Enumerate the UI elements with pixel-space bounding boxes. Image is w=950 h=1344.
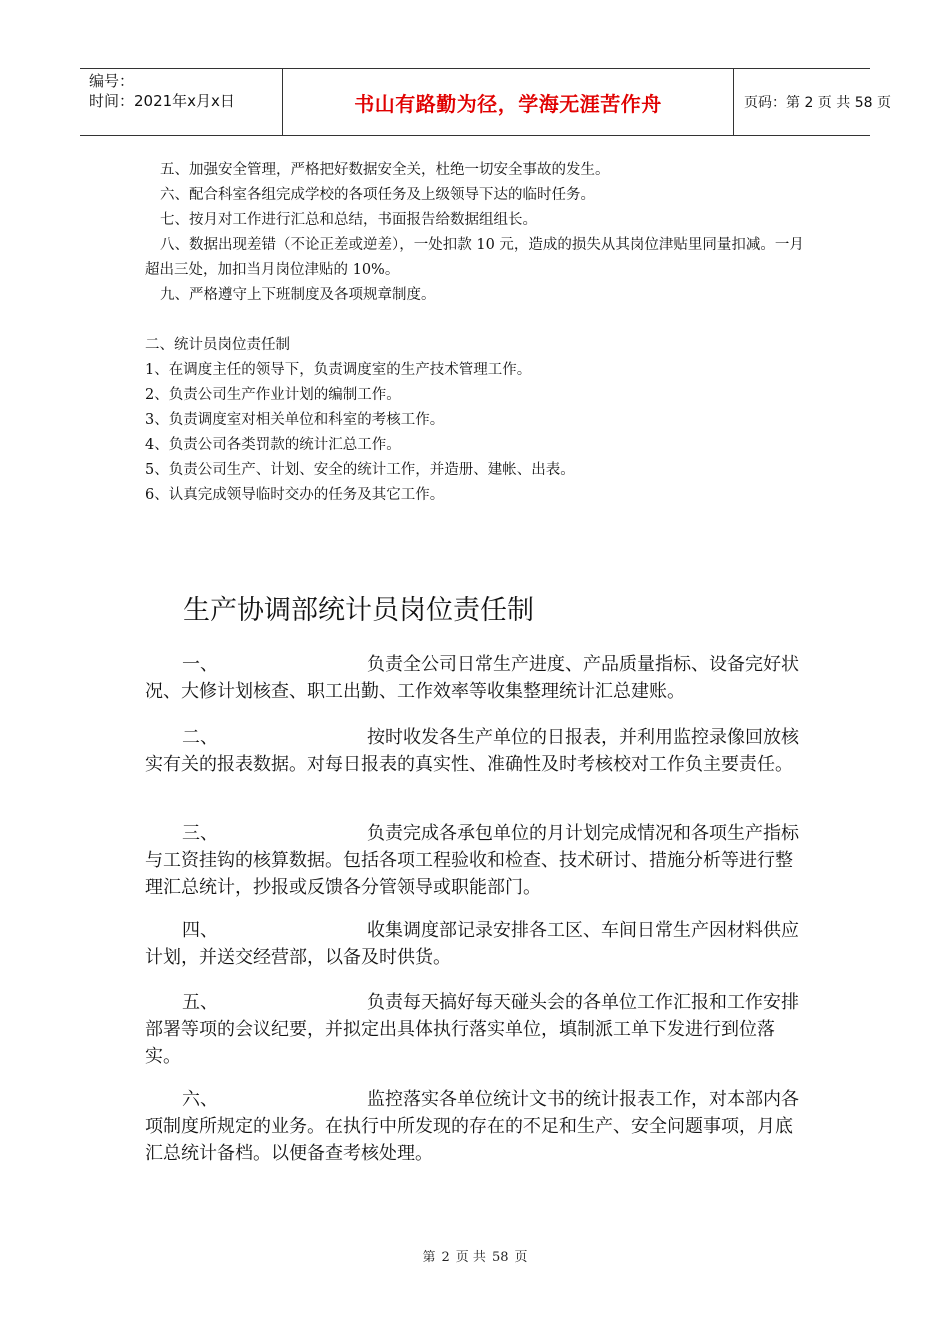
footer-prefix: 第 [422, 1250, 436, 1265]
duty-item [145, 989, 807, 1070]
duty-text: 负责全公司日常生产进度、产品质量指标、设备完好状况、大修计划核查、职工出勤、工作效率等收集整理统计汇总建账。 [145, 654, 799, 702]
duty-item [145, 820, 807, 901]
list-item: 八、数据出现差错（不论正差或逆差），一处扣款 10 元，造成的损失从其岗位津贴里同量扣减。一月超出三处，加扣当月岗位津贴的 10%。 [145, 237, 804, 278]
duty-text: 按时收发各生产单位的日报表，并利用监控录像回放核实有关的报表数据。对每日报表的真实性、准确性及时考核校对工作负主要责任。 [145, 727, 799, 775]
duty-text: 收集调度部记录安排各工区、车间日常生产因材料供应计划，并送交经营部，以备及时供货。 [145, 920, 799, 968]
duty-number: 二、 [182, 727, 218, 748]
footer-suffix: 页 [514, 1250, 528, 1265]
list-item: 3、负责调度室对相关单位和科室的考核工作。 [145, 412, 445, 428]
duty-item [145, 1086, 807, 1167]
section-heading: 二、统计员岗位责任制 [145, 337, 290, 353]
list-item: 九、严格遵守上下班制度及各项规章制度。 [160, 287, 436, 303]
duty-item [145, 651, 807, 705]
document-title: 生产协调部统计员岗位责任制 [183, 595, 534, 626]
duty-text: 负责每天搞好每天碰头会的各单位工作汇报和工作安排部署等项的会议纪要，并拟定出具体执行落实单位，填制派工单下发进行到位落实。 [145, 992, 799, 1067]
list-item: 五、加强安全管理，严格把好数据安全关，杜绝一切安全事故的发生。 [160, 162, 610, 178]
duty-number: 五、 [182, 992, 218, 1013]
footer-page-number: 2 [441, 1250, 450, 1265]
list-item: 六、配合科室各组完成学校的各项任务及上级领导下达的临时任务。 [160, 187, 595, 203]
duty-number: 六、 [182, 1089, 218, 1110]
list-item: 6、认真完成领导临时交办的任务及其它工作。 [145, 487, 445, 503]
duty-item [145, 917, 807, 971]
header-info-cell [80, 69, 282, 135]
section-statistician-duties [145, 333, 815, 508]
page-header [80, 68, 891, 136]
date-label: 时间：2021年x月x日 [89, 92, 235, 110]
duty-text: 监控落实各单位统计文书的统计报表工作，对本部内各项制度所规定的业务。在执行中所发现的存在的不足和生产、安全问题事项，月底汇总统计备档。以便备查考核处理。 [145, 1089, 799, 1164]
doc-number-label: 编号： [89, 72, 135, 90]
list-item: 4、负责公司各类罚款的统计汇总工作。 [145, 437, 401, 453]
list-item: 2、负责公司生产作业计划的编制工作。 [145, 387, 401, 403]
list-item: 5、负责公司生产、计划、安全的统计工作，并造册、建帐、出表。 [145, 462, 575, 478]
header-page-number: 页码：第 2 页 共 58 页 [744, 95, 891, 111]
duty-text: 负责完成各承包单位的月计划完成情况和各项生产指标与工资挂钩的核算数据。包括各项工程验收和检查、技术研讨、措施分析等进行整理汇总统计，抄报或反馈各分管领导或职能部门。 [145, 823, 799, 898]
upper-item-list [145, 158, 815, 308]
duty-number: 三、 [182, 823, 218, 844]
duty-number: 四、 [182, 920, 218, 941]
page-footer [0, 1246, 950, 1265]
list-item: 七、按月对工作进行汇总和总结，书面报告给数据组组长。 [160, 212, 537, 228]
header-motto: 书山有路勤为径，学海无涯苦作舟 [282, 69, 734, 135]
duty-item [145, 724, 807, 778]
list-item: 1、在调度主任的领导下，负责调度室的生产技术管理工作。 [145, 362, 532, 378]
footer-total-pages: 58 [491, 1250, 509, 1265]
duty-number: 一、 [182, 654, 218, 675]
footer-mid: 页 共 [455, 1250, 486, 1265]
